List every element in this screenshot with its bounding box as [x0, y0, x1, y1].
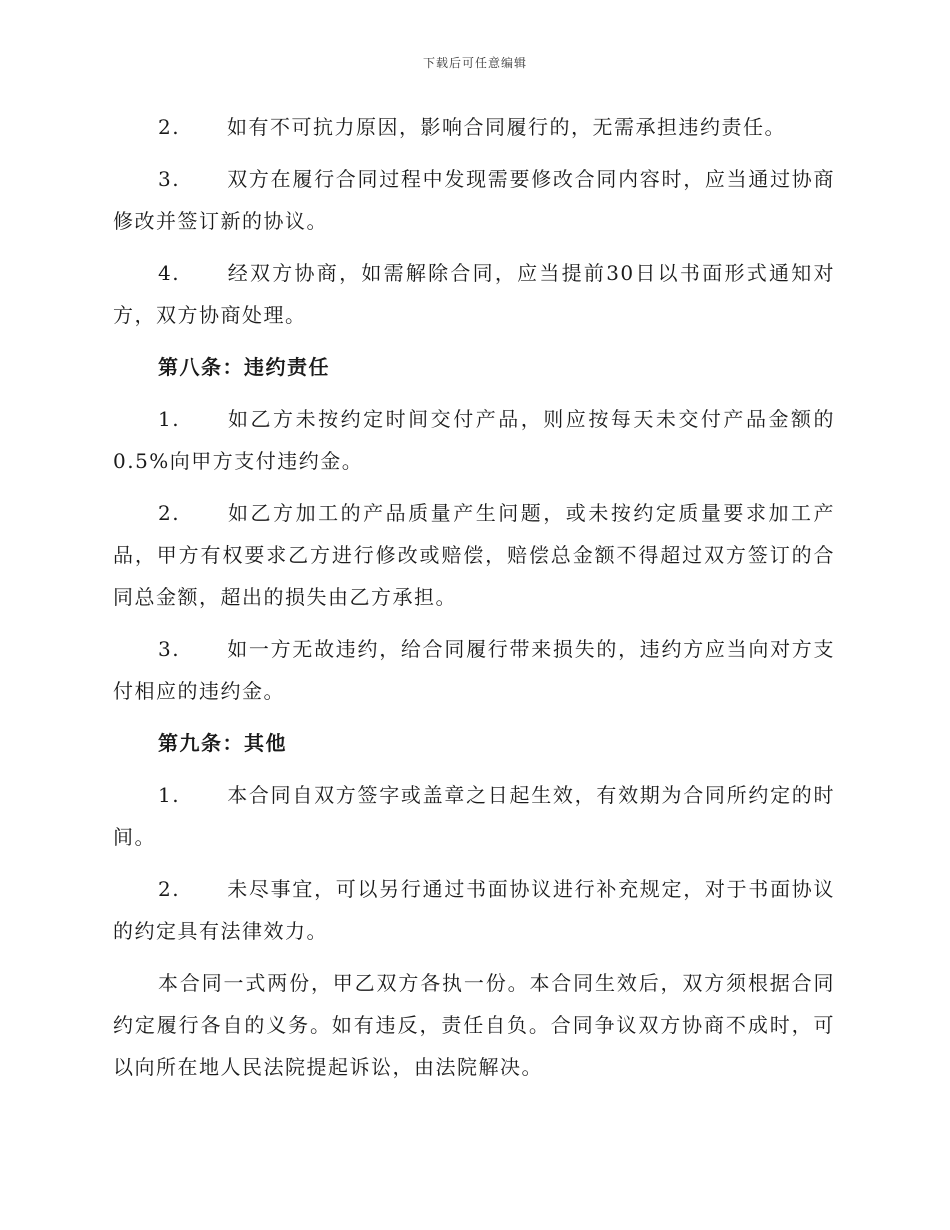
- clause-item: [113, 868, 835, 952]
- clause-number: 1.: [158, 783, 181, 807]
- clause-number: 1.: [158, 407, 181, 431]
- clause-item: [113, 158, 835, 242]
- clause-item: [113, 106, 835, 148]
- clause-text: 未尽事宜，可以另行通过书面协议进行补充规定，对于书面协议的约定具有法律效力。: [113, 877, 835, 943]
- closing-paragraph: 本合同一式两份，甲乙双方各执一份。本合同生效后，双方须根据合同约定履行各自的义务。如有违反，责任自负。合同争议双方协商不成时，可以向所在地人民法院提起诉讼，由法院解决。: [113, 971, 835, 1079]
- clause-item: [113, 492, 835, 618]
- clause-number: 2.: [158, 877, 181, 901]
- clause-number: 4.: [158, 261, 181, 285]
- clause-text: 如有不可抗力原因，影响合同履行的，无需承担违约责任。: [227, 115, 786, 139]
- clause-item: [113, 628, 835, 712]
- clause-number: 2.: [158, 115, 181, 139]
- document-body: [113, 106, 835, 1098]
- clause-number: 3.: [158, 167, 181, 191]
- clause-number: 3.: [158, 637, 181, 661]
- clause-text: 经双方协商，如需解除合同，应当提前30日以书面形式通知对方，双方协商处理。: [113, 261, 835, 327]
- page-header: 下载后可任意编辑: [422, 56, 527, 70]
- clause-text: 如乙方加工的产品质量产生问题，或未按约定质量要求加工产品，甲方有权要求乙方进行修改或赔偿，赔偿总金额不得超过双方签订的合同总金额，超出的损失由乙方承担。: [113, 501, 835, 609]
- clause-text: 本合同自双方签字或盖章之日起生效，有效期为合同所约定的时间。: [113, 783, 835, 849]
- clause-item: [113, 774, 835, 858]
- clause-text: 如一方无故违约，给合同履行带来损失的，违约方应当向对方支付相应的违约金。: [113, 637, 835, 703]
- section-heading-article-9: 第九条：其他: [158, 731, 287, 755]
- section-heading-article-8: 第八条：违约责任: [158, 355, 330, 379]
- clause-number: 2.: [158, 501, 181, 525]
- clause-item: [113, 398, 835, 482]
- clause-text: 如乙方未按约定时间交付产品，则应按每天未交付产品金额的0.5%向甲方支付违约金。: [113, 407, 835, 473]
- clause-item: [113, 252, 835, 336]
- clause-text: 双方在履行合同过程中发现需要修改合同内容时，应当通过协商修改并签订新的协议。: [113, 167, 835, 233]
